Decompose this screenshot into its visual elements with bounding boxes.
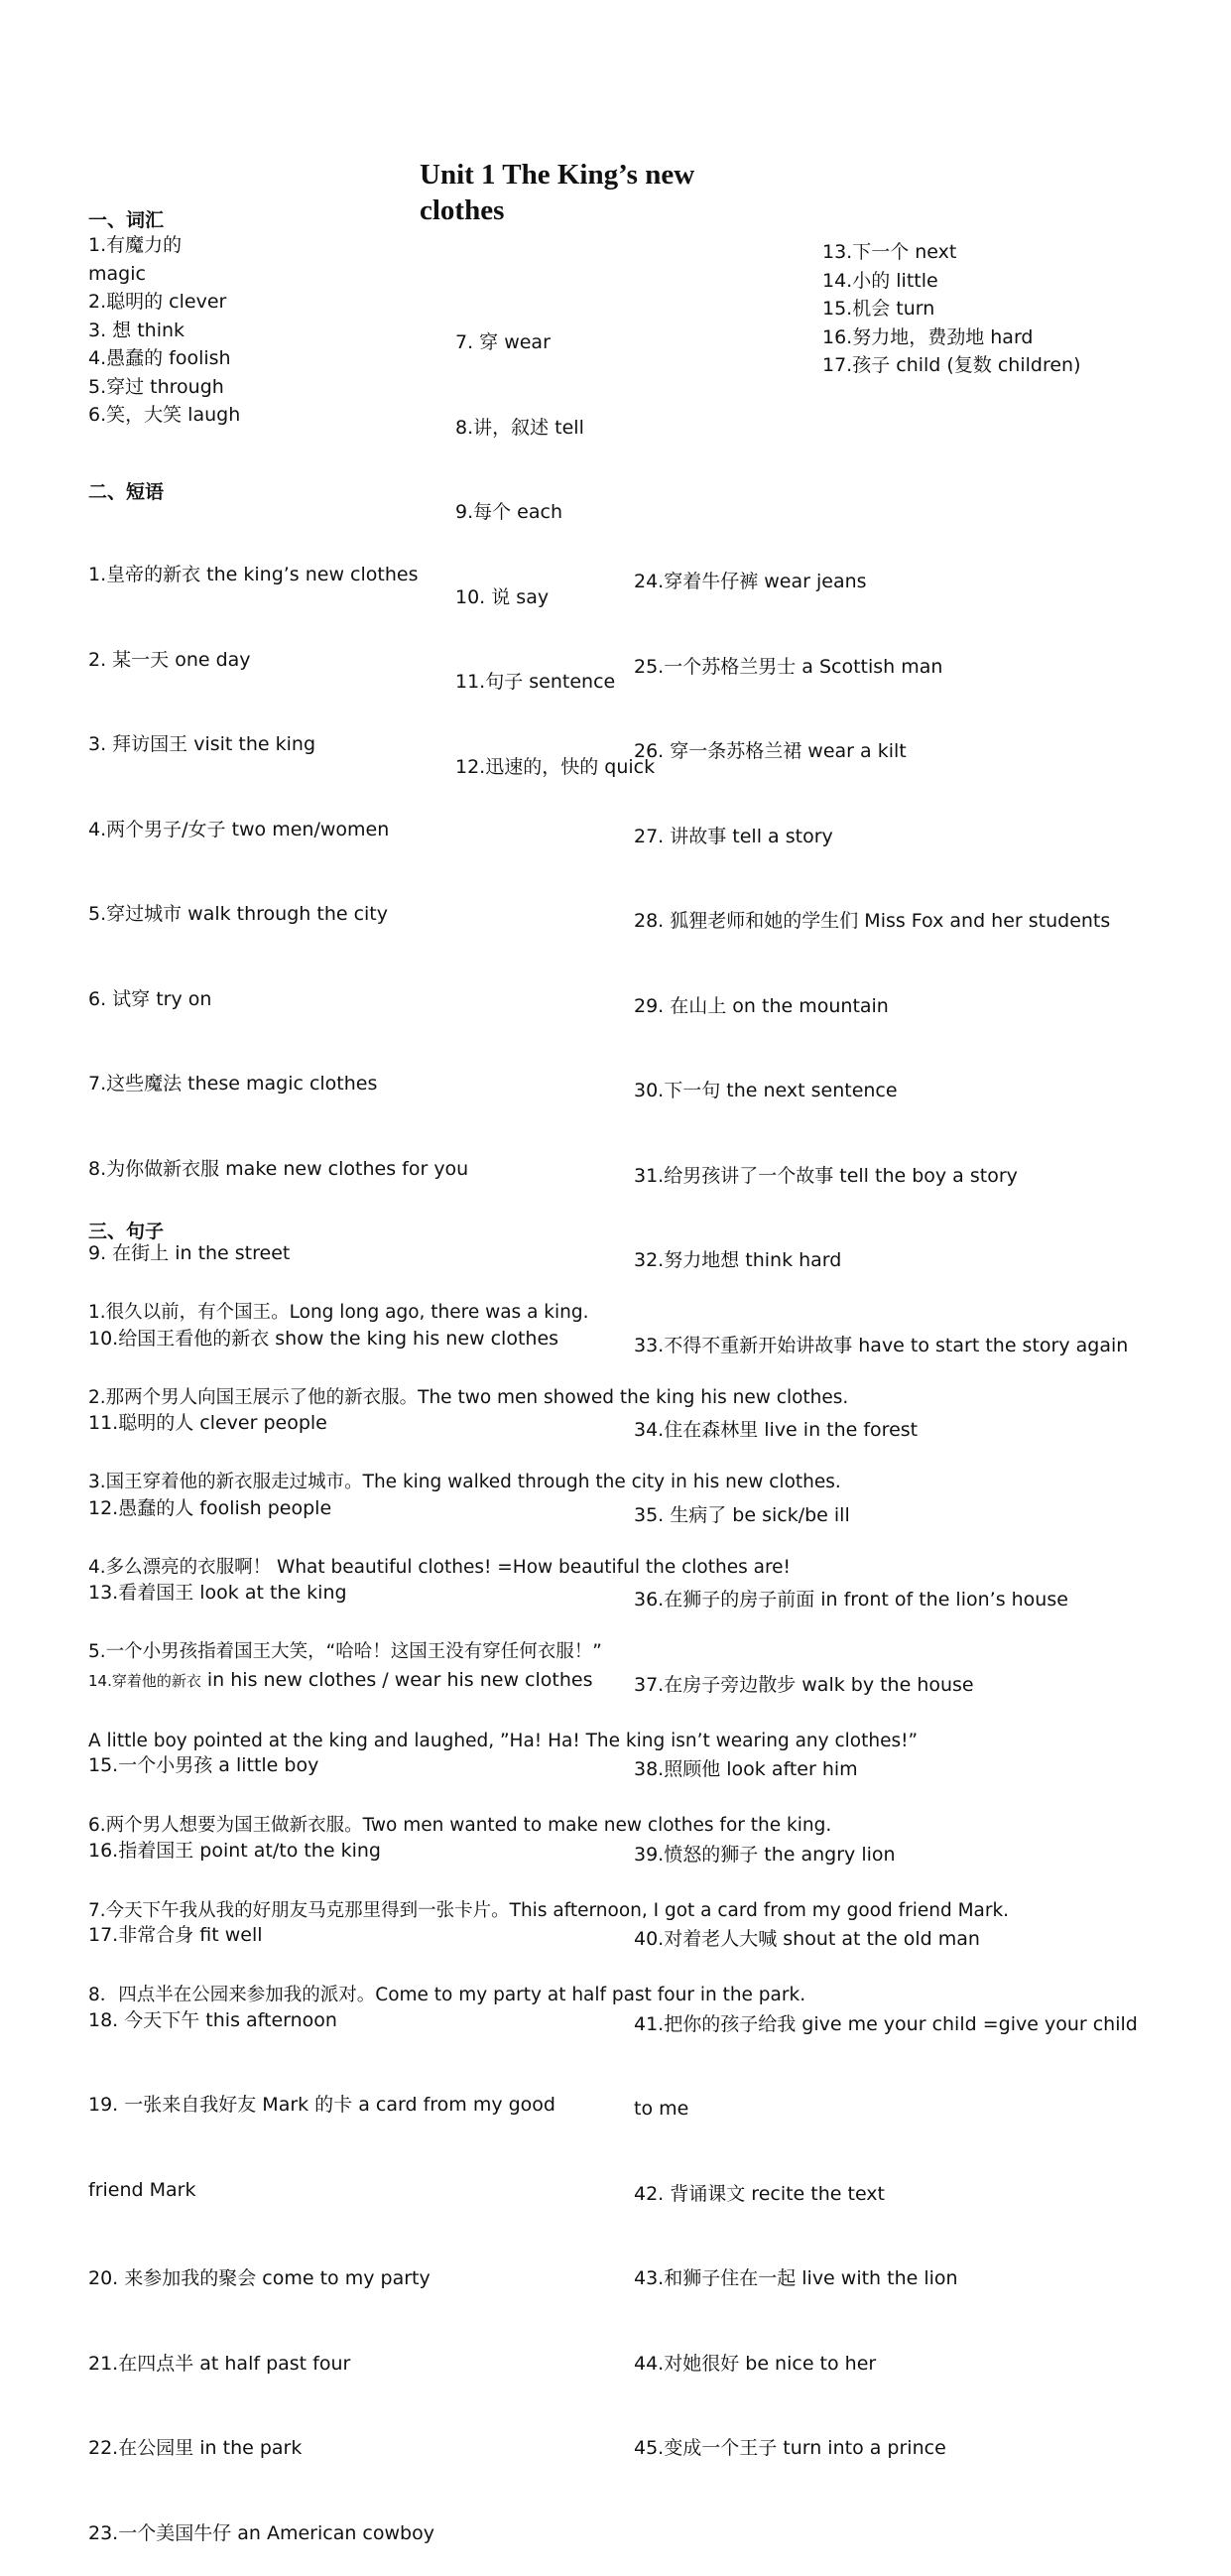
sentences-heading: 三、句子: [88, 1221, 165, 1242]
phrase-item: 34.住在森林里 live in the forest: [634, 1419, 919, 1441]
phrase-item: 4.两个男子/女子 two men/women: [88, 818, 390, 840]
vocab-item: 8.讲，叙述 tell: [455, 416, 584, 439]
phrase-item: 17.非常合身 fit well: [88, 1924, 263, 1946]
vocab-column-1: [88, 231, 240, 430]
phrase-item: 22.在公园里 in the park: [88, 2437, 303, 2459]
phrase-item: 5.穿过城市 walk through the city: [88, 903, 389, 925]
vocab-item: 4.愚蠢的 foolish: [88, 347, 231, 369]
vocab-heading: 一、词汇: [88, 209, 165, 231]
phrase-item: 39.愤怒的狮子 the angry lion: [634, 1843, 896, 1866]
phrase-item: 24.穿着牛仔裤 wear jeans: [634, 571, 867, 592]
vocab-item: 16.努力地，费劲地 hard: [822, 325, 1034, 348]
phrase-item: to me: [634, 2098, 689, 2120]
sentence-item: 5.一个小男孩指着国王大笑，“哈哈！这国王没有穿任何衣服！”: [88, 1641, 602, 1662]
phrase-item: friend Mark: [88, 2178, 196, 2201]
phrase-item: 21.在四点半 at half past four: [88, 2352, 351, 2375]
phrase-item: 11.聪明的人 clever people: [88, 1412, 327, 1434]
sentence-item: 8．四点半在公园来参加我的派对。Come to my party at half past four in the park.: [88, 1985, 806, 2005]
phrase-item: 37.在房子旁边散步 walk by the house: [634, 1673, 974, 1696]
phrase-item: 26. 穿一条苏格兰裙 wear a kilt: [634, 740, 907, 762]
phrases-heading: 二、短语: [88, 481, 165, 503]
phrase-chinese: 14.穿着他的新衣: [88, 1671, 201, 1690]
vocab-item: 1.有魔力的: [88, 234, 183, 256]
phrase-item: 16.指着国王 point at/to the king: [88, 1839, 381, 1862]
sentences-list: [88, 1242, 1009, 2038]
sentence-item: 3.国王穿着他的新衣服走过城市。The king walked through the city in his new clothes.: [88, 1472, 841, 1492]
phrase-item: 10.给国王看他的新衣 show the king his new clothes: [88, 1327, 559, 1350]
vocab-item: 3. 想 think: [88, 319, 185, 341]
phrase-item: 44.对她很好 be nice to her: [634, 2352, 877, 2375]
sentence-item: 1.很久以前，有个国王。Long long ago, there was a king.: [88, 1302, 589, 1323]
phrase-item: 28. 狐狸老师和她的学生们 Miss Fox and her students: [634, 910, 1111, 932]
phrase-item: 19. 一张来自我好友 Mark 的卡 a card from my good: [88, 2094, 555, 2116]
phrase-item: 1.皇帝的新衣 the king’s new clothes: [88, 564, 419, 585]
phrase-item: 18. 今天下午 this afternoon: [88, 2008, 337, 2031]
phrase-item: 20. 来参加我的聚会 come to my party: [88, 2267, 431, 2289]
phrase-item: 35. 生病了 be sick/be ill: [634, 1503, 850, 1526]
vocab-item: 12.迅速的，快的 quick: [455, 755, 656, 778]
vocab-item: 14.小的 little: [822, 269, 938, 292]
phrase-item: 8.为你做新衣服 make new clothes for you: [88, 1157, 469, 1180]
vocab-item: 10. 说 say: [455, 585, 550, 608]
phrase-item: 6. 试穿 try on: [88, 987, 212, 1010]
phrase-item: 12.愚蠢的人 foolish people: [88, 1496, 332, 1519]
sentence-item: 2.那两个男人向国王展示了他的新衣服。The two men showed the king his new clothes.: [88, 1386, 849, 1408]
sentence-item: 6.两个男人想要为国王做新衣服。Two men wanted to make new clothes for the king.: [88, 1815, 832, 1836]
page-title: Unit 1 The King’s new clothes: [420, 159, 695, 226]
phrase-item: 25.一个苏格兰男士 a Scottish man: [634, 655, 943, 678]
vocab-item: magic: [88, 262, 146, 285]
vocab-item: 15.机会 turn: [822, 298, 935, 320]
vocab-item: 13.下一个 next: [822, 241, 957, 263]
phrase-item: 33.不得不重新开始讲故事 have to start the story again: [634, 1334, 1129, 1356]
phrase-item: 13.看着国王 look at the king: [88, 1582, 347, 1604]
vocab-item: 17.孩子 child (复数 children): [822, 354, 1081, 376]
phrase-item: 36.在狮子的房子前面 in front of the lion’s house: [634, 1589, 1068, 1610]
phrase-item: 3. 拜访国王 visit the king: [88, 733, 316, 755]
phrase-item: 38.照顾他 look after him: [634, 1758, 858, 1780]
phrase-item: 15.一个小男孩 a little boy: [88, 1754, 319, 1776]
vocab-item: 11.句子 sentence: [455, 671, 616, 693]
sentence-item: A little boy pointed at the king and laughed, ”Ha! Ha! The king isn’t wearing any clothes!”: [88, 1730, 919, 1751]
vocab-item: 6.笑，大笑 laugh: [88, 404, 241, 426]
phrase-item: 40.对着老人大喊 shout at the old man: [634, 1928, 980, 1950]
phrase-item: 29. 在山上 on the mountain: [634, 994, 889, 1017]
phrase-item: 9. 在街上 in the street: [88, 1242, 291, 1264]
vocab-item: 2.聪明的 clever: [88, 291, 227, 313]
phrase-item: 23.一个美国牛仔 an American cowboy: [88, 2521, 434, 2544]
phrase-item: 41.把你的孩子给我 give me your child =give your child: [634, 2012, 1138, 2035]
phrase-item: 2. 某一天 one day: [88, 648, 251, 671]
vocab-item: 9.每个 each: [455, 501, 562, 523]
vocab-item: 7. 穿 wear: [455, 331, 551, 353]
vocab-item: 5.穿过 through: [88, 375, 224, 398]
phrase-item: 45.变成一个王子 turn into a prince: [634, 2437, 946, 2459]
phrase-item: 42. 背诵课文 recite the text: [634, 2182, 886, 2205]
phrase-item: 30.下一句 the next sentence: [634, 1080, 898, 1101]
vocab-column-3: [822, 238, 1081, 380]
sentence-item: 4.多么漂亮的衣服啊！ What beautiful clothes! =How beautiful the clothes are!: [88, 1556, 791, 1578]
phrase-item: 32.努力地想 think hard: [634, 1249, 842, 1271]
phrase-english: in his new clothes / wear his new clothes: [200, 1668, 593, 1691]
phrase-item: 43.和狮子住在一起 live with the lion: [634, 2267, 958, 2289]
phrase-item: 7.这些魔法 these magic clothes: [88, 1073, 378, 1095]
phrase-item: 27. 讲故事 tell a story: [634, 825, 833, 847]
phrase-item: 31.给男孩讲了一个故事 tell the boy a story: [634, 1164, 1018, 1187]
sentence-item: 7.今天下午我从我的好朋友马克那里得到一张卡片。This afternoon, I got a card from my good friend Mark.: [88, 1899, 1010, 1921]
